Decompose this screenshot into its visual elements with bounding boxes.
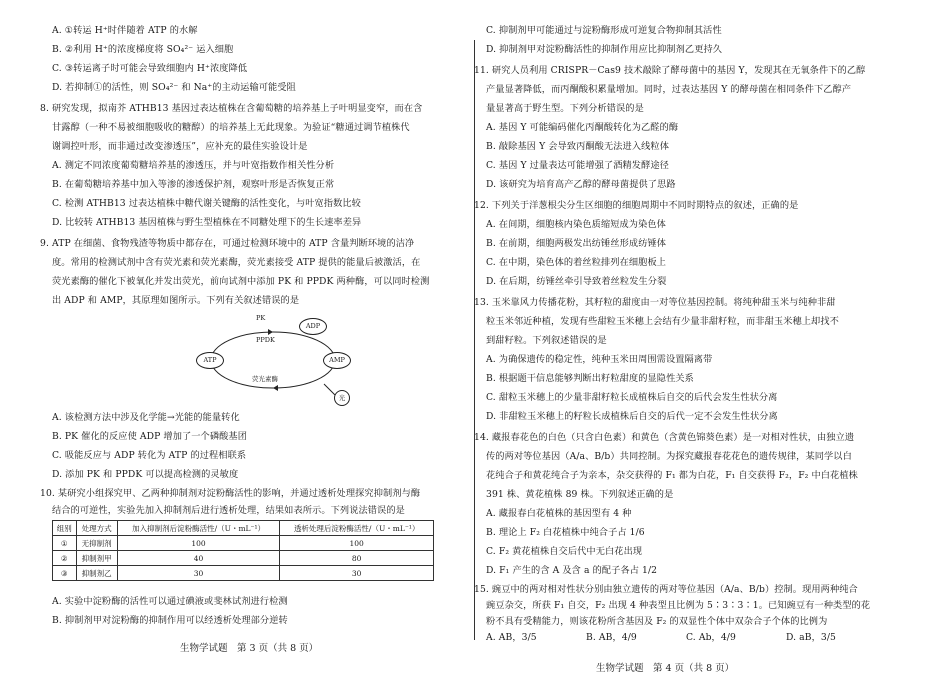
q9-stem-line: 出 ADP 和 AMP，其原理如图所示。下列有关叙述错误的是 <box>52 295 300 306</box>
q11-option-a: A. 基因 Y 可能编码催化丙酮酸转化为乙醛的酶 <box>486 122 679 133</box>
light-node: 光 <box>334 390 350 406</box>
table-cell: 100 <box>117 536 280 551</box>
q11-stem-line: 量显著高于野生型。下列分析错误的是 <box>486 103 644 114</box>
table-cell: 100 <box>280 536 434 551</box>
q11-stem-line: 产量显著降低，而丙酮酸积累量增加。同时，过表达基因 Y 的酵母菌在相同条件下乙醇产 <box>486 84 852 95</box>
q15-option-a: A. AB，3/5 <box>486 632 537 643</box>
table-cell: 30 <box>280 566 434 581</box>
table-header: 透析处理后淀粉酶活性/（U・mL⁻¹） <box>280 521 434 536</box>
q15-stem-line: 15. 豌豆中的两对相对性状分别由独立遗传的两对等位基因（A/a、B/b）控制。现用两种纯合 <box>474 584 858 595</box>
q13-option-d: D. 非甜粒玉米穗上的籽粒长成植株后自交的后代一定不会发生性状分离 <box>486 411 778 422</box>
q7-option-d: D. 若抑制①的活性，则 SO₄²⁻ 和 Na⁺的主动运输可能受阻 <box>52 82 296 93</box>
table-header: 加入抑制剂后淀粉酶活性/（U・mL⁻¹） <box>117 521 280 536</box>
q9-stem-line: 荧光素酶的催化下被氧化并发出荧光，前向试剂中添加 PK 和 PPDK 两种酶，可以同时检测 <box>52 276 430 287</box>
q13-stem-line: 到甜籽粒。下列叙述错误的是 <box>486 335 607 346</box>
q7-option-a: A. ①转运 H⁺时伴随着 ATP 的水解 <box>52 25 198 36</box>
q14-stem-line: 传的两对等位基因（A/a、B/b）共同控制。为探究藏报春花花色的遗传规律，某同学以白 <box>486 451 852 462</box>
q13-stem-line: 13. 玉米靠风力传播花粉，其籽粒的甜度由一对等位基因控制。将纯种甜玉米与纯种非甜 <box>474 297 836 308</box>
q10-stem-line: 10. 某研究小组探究甲、乙两种抑制剂对淀粉酶活性的影响，并通过透析处理探究抑制剂与酶 <box>40 488 421 499</box>
table-cell: 40 <box>117 551 280 566</box>
q12-option-a: A. 在间期，细胞核内染色质缩短成为染色体 <box>486 219 666 230</box>
q12-option-d: D. 在后期，纺锤丝牵引导致着丝粒发生分裂 <box>486 276 667 287</box>
q15-option-d: D. aB，3/5 <box>786 632 836 643</box>
page-footer-left: 生物学试题 第 3 页（共 8 页） <box>180 643 319 654</box>
table-cell: 30 <box>117 566 280 581</box>
q14-stem-line: 14. 藏报春花色的白色（只含白色素）和黄色（含黄色锦葵色素）是一对相对性状，由独立遗 <box>474 432 855 443</box>
table-cell: 抑制剂甲 <box>76 551 117 566</box>
q11-option-b: B. 敲除基因 Y 会导致丙酮酸无法进入线粒体 <box>486 141 669 152</box>
column-divider <box>474 40 475 640</box>
q9-stem-line: 度。常用的检测试剂中含有荧光素和荧光素酶，荧光素接受 ATP 提供的能量后被激活，在 <box>52 257 421 268</box>
q12-option-b: B. 在前期，细胞两极发出纺锤丝形成纺锤体 <box>486 238 667 249</box>
atp-cycle-diagram <box>186 314 360 406</box>
q14-option-b: B. 理论上 F₂ 白花植株中纯合子占 1/6 <box>486 527 645 538</box>
table-cell: 无抑制剂 <box>76 536 117 551</box>
q14-stem-line: 花纯合子和黄花纯合子为亲本，杂交获得的 F₁ 都为白花，F₁ 自交获得 F₂，F₂ 中白花植株 <box>486 470 858 481</box>
table-cell: ② <box>53 551 77 566</box>
q13-stem-line: 粒玉米邻近种植，发现有些甜粒玉米穗上会结有少量非甜籽粒，而非甜玉米穗上却找不 <box>486 316 839 327</box>
q9-option-c: C. 吸能反应与 ADP 转化为 ATP 的过程相联系 <box>52 450 247 461</box>
q9-stem-line: 9. ATP 在细菌、食物残渣等物质中都存在，可通过检测环境中的 ATP 含量判断环境的洁净 <box>40 238 415 249</box>
table-header: 处理方式 <box>76 521 117 536</box>
q13-option-a: A. 为确保遗传的稳定性，纯种玉米田周围需设置隔离带 <box>486 354 713 365</box>
q8-stem-line: 谢调控叶形，而非通过改变渗透压”，应补充的最佳实验设计是 <box>52 141 308 152</box>
q9-option-b: B. PK 催化的反应使 ADP 增加了一个磷酸基团 <box>52 431 247 442</box>
q10-stem-line: 结合的可逆性，实验先加入抑制剂后进行透析处理，结果如表所示。下列说法错误的是 <box>52 505 405 516</box>
page-footer-right: 生物学试题 第 4 页（共 8 页） <box>596 663 735 674</box>
q9-option-d: D. 添加 PK 和 PPDK 可以提高检测的灵敏度 <box>52 469 239 480</box>
q11-option-c: C. 基因 Y 过量表达可能增强了酒精发酵途径 <box>486 160 669 171</box>
table-cell: 抑制剂乙 <box>76 566 117 581</box>
q11-option-d: D. 该研究为培育高产乙醇的酵母菌提供了思路 <box>486 179 676 190</box>
table-header: 组别 <box>53 521 77 536</box>
q15-option-b: B. AB，4/9 <box>586 632 637 643</box>
q10-option-d: D. 抑制剂甲对淀粉酶活性的抑制作用应比抑制剂乙更持久 <box>486 44 723 55</box>
q10-option-c: C. 抑制剂甲可能通过与淀粉酶形成可逆复合物抑制其活性 <box>486 25 722 36</box>
q8-option-b: B. 在葡萄糖培养基中加入等渗的渗透保护剂，观察叶形是否恢复正常 <box>52 179 335 190</box>
q10-option-b: B. 抑制剂甲对淀粉酶的抑制作用可以经透析处理部分逆转 <box>52 615 288 626</box>
q14-option-c: C. F₂ 黄花植株自交后代中无白花出现 <box>486 546 643 557</box>
q12-option-c: C. 在中期，染色体的着丝粒排列在细胞板上 <box>486 257 667 268</box>
q7-option-b: B. ②利用 H⁺的浓度梯度将 SO₄²⁻ 运入细胞 <box>52 44 234 55</box>
q8-stem-line: 甘露醇（一种不易被细胞吸收的糖醇）的培养基上无此现象。为验证“糖通过调节植株代 <box>52 122 410 133</box>
q14-option-a: A. 藏报春白花植株的基因型有 4 种 <box>486 508 632 519</box>
pk-label: PK <box>256 314 266 322</box>
table-row <box>53 536 434 551</box>
q8-option-d: D. 比较转 ATHB13 基因植株与野生型植株在不同糖处理下的生长速率差异 <box>52 217 362 228</box>
table-row <box>53 551 434 566</box>
q12-stem-line: 12. 下列关于洋葱根尖分生区细胞的细胞周期中不同时期特点的叙述，正确的是 <box>474 200 799 211</box>
q8-stem-line: 8. 研究发现，拟南芥 ATHB13 基因过表达植株在含葡萄糖的培养基上子叶明显变窄，而在含 <box>40 103 423 114</box>
q13-option-c: C. 甜粒玉米穗上的少量非甜籽粒长成植株后自交的后代会发生性状分离 <box>486 392 778 403</box>
table-cell: ③ <box>53 566 77 581</box>
q13-option-b: B. 根据题干信息能够判断出籽粒甜度的显隐性关系 <box>486 373 694 384</box>
q15-stem-line: 豌豆杂交，所获 F₁ 自交，F₂ 出现 4 种表型且比例为 5∶3∶3∶1。已知豌豆有一种类型的花 <box>486 600 871 611</box>
atp-node: ATP <box>196 352 224 369</box>
q8-option-a: A. 测定不同浓度葡萄糖培养基的渗透压，并与叶宽指数作相关性分析 <box>52 160 335 171</box>
table-row <box>53 566 434 581</box>
table-cell: 80 <box>280 551 434 566</box>
q10-option-a: A. 实验中淀粉酶的活性可以通过碘液或斐林试剂进行检测 <box>52 596 288 607</box>
q15-option-c: C. Ab，4/9 <box>686 632 736 643</box>
amp-node: AMP <box>323 352 351 369</box>
q9-option-a: A. 该检测方法中涉及化学能→光能的能量转化 <box>52 412 240 423</box>
ppdk-label: PPDK <box>256 336 275 344</box>
q15-stem-line: 粉不具有受精能力，则该花粉所含基因及 F₂ 的双显性个体中双杂合子个体的比例为 <box>486 616 828 627</box>
q14-option-d: D. F₁ 产生的含 A 及含 a 的配子各占 1/2 <box>486 565 658 576</box>
q8-option-c: C. 检测 ATHB13 过表达植株中糖代谢关键酶的活性变化，与叶宽指数比较 <box>52 198 361 209</box>
luciferase-label: 荧光素酶 <box>252 375 278 383</box>
q11-stem-line: 11. 研究人员利用 CRISPR－Cas9 技术敲除了酵母菌中的基因 Y，发现其在无氧条件下的乙醇 <box>474 65 866 76</box>
q14-stem-line: 391 株、黄花植株 89 株。下列叙述正确的是 <box>486 489 674 500</box>
table-cell: ① <box>53 536 77 551</box>
enzyme-activity-table <box>52 520 434 581</box>
q7-option-c: C. ③转运离子时可能会导致细胞内 H⁺浓度降低 <box>52 63 248 74</box>
adp-node: ADP <box>299 318 327 335</box>
